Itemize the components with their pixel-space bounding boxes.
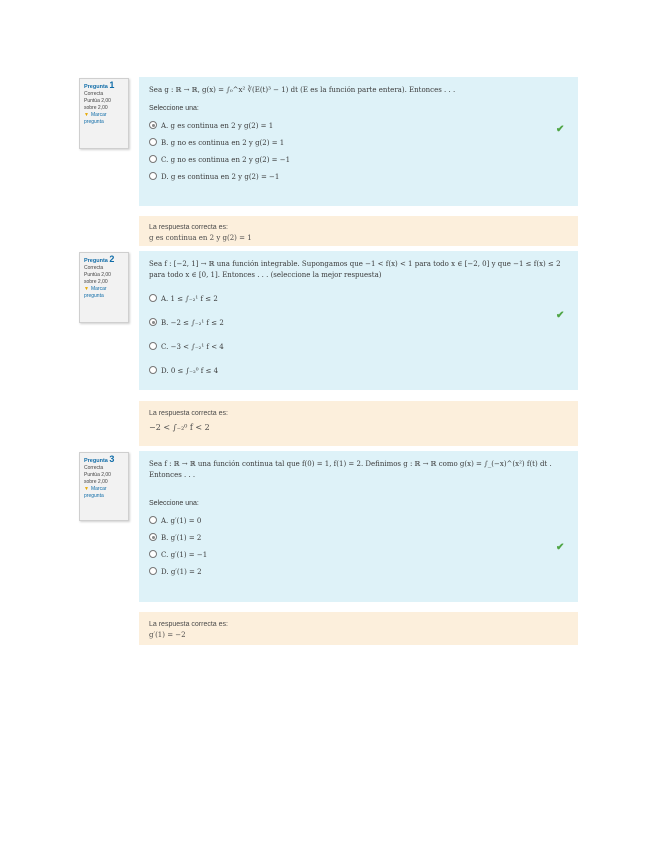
radio-button[interactable]: [149, 155, 157, 163]
question-status: Correcta: [84, 91, 104, 97]
option-a[interactable]: A. g es continua en 2 y g(2) = 1: [149, 118, 568, 135]
radio-button[interactable]: [149, 121, 157, 129]
answer-label: La respuesta correcta es:: [149, 410, 228, 417]
option-c[interactable]: C. g no es continua en 2 y g(2) = −1: [149, 152, 568, 169]
question-box-2: [139, 251, 578, 390]
flag-question-link[interactable]: ▼ Marcar pregunta: [84, 486, 107, 499]
question-info-3: [79, 452, 129, 521]
question-info-1: [79, 78, 129, 149]
option-d[interactable]: D. g es continua en 2 y g(2) = −1: [149, 169, 568, 186]
question-number: Pregunta 2: [84, 254, 115, 264]
question-score-of: sobre 2,00: [84, 105, 108, 111]
flag-question-link[interactable]: ▼ Marcar pregunta: [84, 286, 107, 299]
check-icon: ✔: [556, 310, 565, 321]
flag-question-link[interactable]: ▼ Marcar pregunta: [84, 112, 107, 125]
option-c[interactable]: C. −3 < ∫₋₂¹ f < 4: [149, 335, 568, 359]
radio-button[interactable]: [149, 318, 157, 326]
radio-button[interactable]: [149, 172, 157, 180]
radio-button[interactable]: [149, 516, 157, 524]
question-statement: Sea f : ℝ → ℝ una función continua tal que f(0) = 1, f(1) = 2. Definimos g : ℝ → ℝ como g(x) = ∫_(−x)^(x²) f(t) dt . Entonces . . .: [149, 460, 552, 479]
select-label: Seleccione una:: [149, 105, 199, 112]
question-score: Puntúa 2,00: [84, 98, 111, 104]
radio-button[interactable]: [149, 567, 157, 575]
radio-button[interactable]: [149, 342, 157, 350]
option-a[interactable]: A. g′(1) = 0: [149, 513, 568, 530]
correct-answer-box-2: [139, 401, 578, 446]
option-c[interactable]: C. g′(1) = −1: [149, 547, 568, 564]
question-number: Pregunta 1: [84, 80, 115, 90]
check-icon: ✔: [556, 124, 565, 135]
radio-button[interactable]: [149, 533, 157, 541]
option-b[interactable]: B. g no es continua en 2 y g(2) = 1: [149, 135, 568, 152]
correct-answer-box-3: [139, 612, 578, 645]
question-number: Pregunta 3: [84, 454, 115, 464]
option-a[interactable]: A. 1 ≤ ∫₋₂¹ f ≤ 2: [149, 287, 568, 311]
radio-button[interactable]: [149, 550, 157, 558]
option-b[interactable]: B. g′(1) = 2: [149, 530, 568, 547]
option-d[interactable]: D. 0 ≤ ∫₋₂⁰ f ≤ 4: [149, 359, 568, 383]
question-box-3: [139, 451, 578, 602]
question-info-2: [79, 252, 129, 323]
radio-button[interactable]: [149, 138, 157, 146]
correct-answer: −2 < ∫₋₂⁰ f < 2: [149, 423, 210, 432]
question-score: Puntúa 2,00: [84, 272, 111, 278]
answer-label: La respuesta correcta es:: [149, 621, 228, 628]
question-box-1: [139, 77, 578, 206]
question-status: Correcta: [84, 465, 104, 471]
option-b[interactable]: B. −2 ≤ ∫₋₂¹ f ≤ 2: [149, 311, 568, 335]
question-statement: Sea f : [−2, 1] → ℝ una función integrable. Supongamos que −1 < f(x) < 1 para todo x ∈ [−2, 0] y que −1 ≤ f(x) ≤ 2 para todo x ∈ [0, 1]. Entonces . . . (seleccione la mejor respuesta): [149, 260, 561, 279]
question-score-of: sobre 2,00: [84, 479, 108, 485]
correct-answer: g es continua en 2 y g(2) = 1: [149, 234, 252, 242]
answer-label: La respuesta correcta es:: [149, 224, 228, 231]
flag-icon: ▼: [84, 286, 89, 292]
option-d[interactable]: D. g′(1) = 2: [149, 564, 568, 581]
check-icon: ✔: [556, 542, 565, 553]
question-statement: Sea g : ℝ → ℝ, g(x) = ∫₀^x² ∛(E(t)³ − 1) dt (E es la función parte entera). Entonces . . .: [149, 86, 456, 94]
correct-answer: g′(1) = −2: [149, 631, 186, 639]
question-score: Puntúa 2,00: [84, 472, 111, 478]
radio-button[interactable]: [149, 366, 157, 374]
radio-button[interactable]: [149, 294, 157, 302]
flag-icon: ▼: [84, 112, 89, 118]
correct-answer-box-1: [139, 216, 578, 246]
flag-icon: ▼: [84, 486, 89, 492]
question-score-of: sobre 2,00: [84, 279, 108, 285]
question-status: Correcta: [84, 265, 104, 271]
select-label: Seleccione una:: [149, 500, 199, 507]
